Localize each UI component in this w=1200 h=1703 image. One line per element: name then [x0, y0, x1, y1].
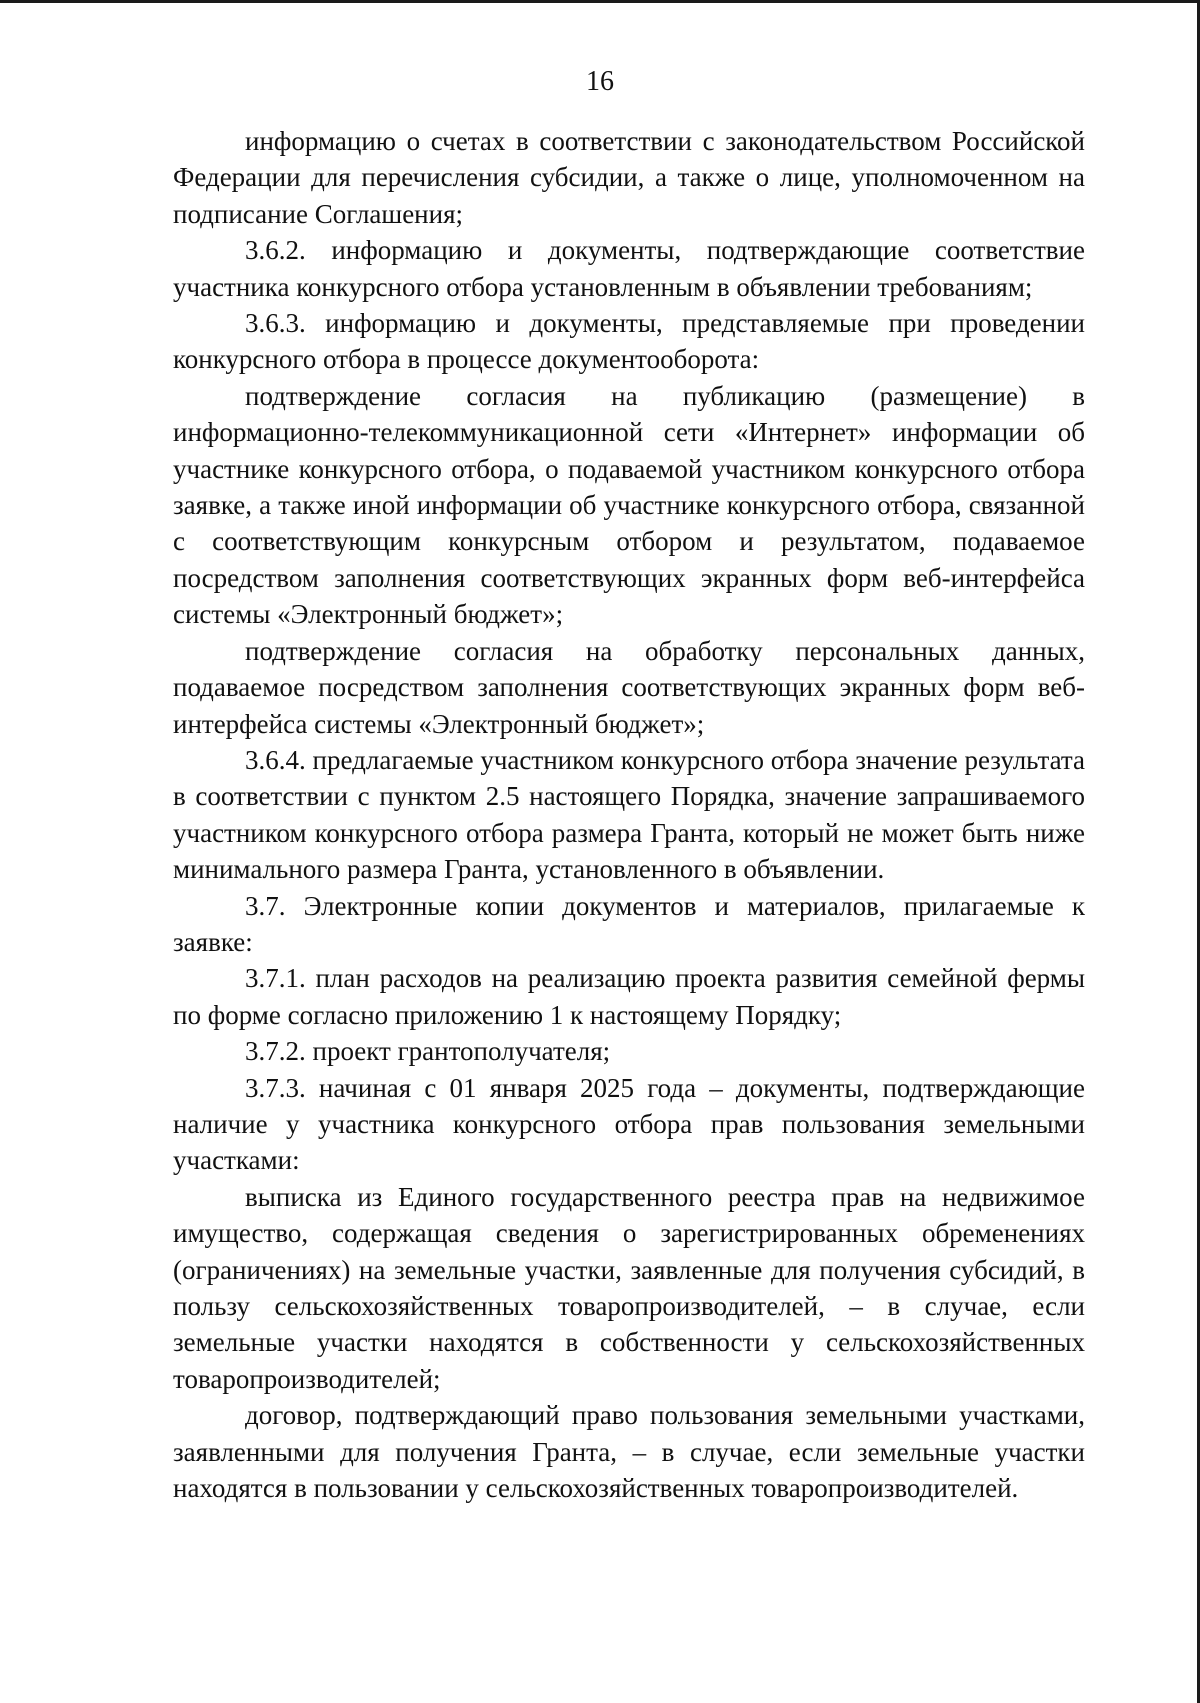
paragraph: информацию о счетах в соответствии с законодательством Российской Федерации для перечисления субсидии, а также о лице, уполномоченном на подписание Соглашения;: [173, 126, 1085, 229]
paragraph: подтверждение согласия на публикацию (размещение) в информационно-телекоммуникационной сети «Интернет» информации об участнике конкурсного отбора, о подаваемой участником конкурсного отбора заявке, а также иной информации об участнике конкурсного отбора, связанной с соответствующим конкурсным отбором и результатом, подаваемое посредством заполнения соответствующих экранных форм веб-интерфейса системы «Электронный бюджет»;: [173, 380, 1085, 630]
paragraph: 3.6.4. предлагаемые участником конкурсного отбора значение результата в соответствии с пунктом 2.5 настоящего Порядка, значение запрашиваемого участником конкурсного отбора размера Гранта, который не может быть ниже минимального размера Гранта, установленного в объявлении.: [173, 744, 1085, 885]
paragraph: выписка из Единого государственного реестра прав на недвижимое имущество, содержащая сведения о зарегистрированных обременениях (ограничениях) на земельные участки, заявленные для получения субсидий, в пользу сельскохозяйственных товаропроизводителей, – в случае, если земельные участки находятся в собственности у сельскохозяйственных товаропроизводителей;: [173, 1181, 1085, 1394]
paragraph: подтверждение согласия на обработку персональных данных, подаваемое посредством заполнения соответствующих экранных форм веб-интерфейса системы «Электронный бюджет»;: [173, 635, 1085, 739]
paragraph: 3.7.2. проект грантополучателя;: [245, 1036, 611, 1067]
paragraph: 3.7. Электронные копии документов и материалов, прилагаемые к заявке:: [173, 890, 1085, 957]
paragraph: 3.7.1. план расходов на реализацию проекта развития семейной фермы по форме согласно приложению 1 к настоящему Порядку;: [173, 963, 1085, 1030]
paragraph: 3.6.2. информацию и документы, подтверждающие соответствие участника конкурсного отбора установленным в объявлении требованиям;: [173, 235, 1085, 302]
scan-border-top: [0, 0, 1200, 3]
page-number: 16: [586, 66, 614, 97]
document-body: [173, 123, 1085, 1506]
paragraph: 3.6.3. информацию и документы, представляемые при проведении конкурсного отбора в процессе документооборота:: [173, 308, 1085, 375]
paragraph: договор, подтверждающий право пользования земельными участками, заявленными для получения Гранта, – в случае, если земельные участки находятся в пользовании у сельскохозяйственных товаропроизводителей.: [173, 1400, 1085, 1504]
paragraph: 3.7.3. начиная с 01 января 2025 года – документы, подтверждающие наличие у участника конкурсного отбора прав пользования земельными участками:: [173, 1072, 1085, 1176]
